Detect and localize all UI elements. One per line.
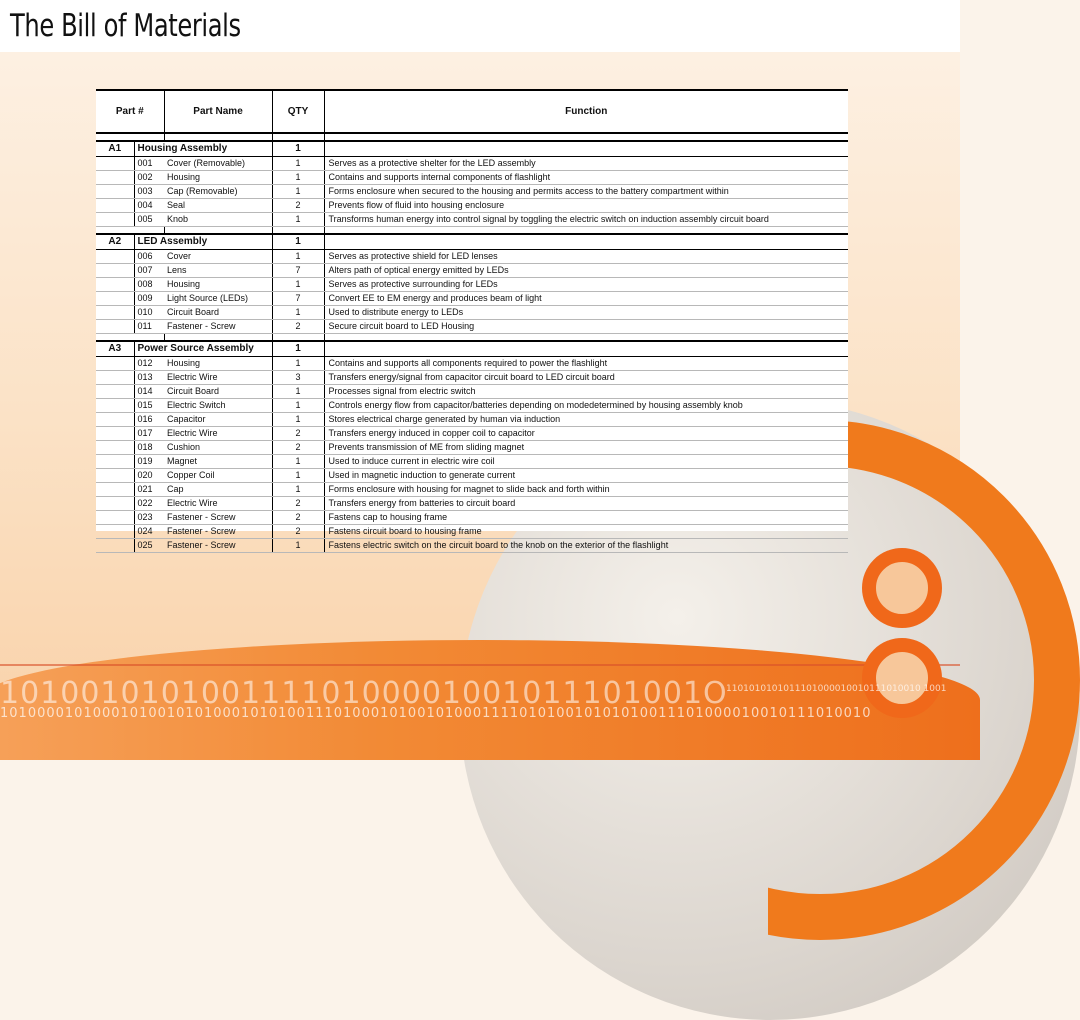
part-qty: 1 (272, 185, 324, 199)
table-row (96, 497, 848, 511)
table-row (96, 511, 848, 525)
part-qty: 2 (272, 511, 324, 525)
indent-cell (96, 213, 134, 227)
part-qty: 1 (272, 539, 324, 553)
assembly-qty: 1 (272, 234, 324, 250)
part-function: Prevents flow of fluid into housing enclosure (324, 199, 848, 213)
part-number: 005 (134, 213, 164, 227)
part-number: 016 (134, 413, 164, 427)
indent-cell (96, 427, 134, 441)
part-qty: 1 (272, 171, 324, 185)
assembly-qty: 1 (272, 141, 324, 157)
indent-cell (96, 413, 134, 427)
assembly-row (96, 341, 848, 357)
indent-cell (96, 385, 134, 399)
spacer-cell (96, 133, 164, 141)
part-qty: 1 (272, 213, 324, 227)
part-number: 004 (134, 199, 164, 213)
assembly-name: LED Assembly (134, 234, 272, 250)
part-number: 008 (134, 278, 164, 292)
part-name: Knob (164, 213, 272, 227)
spacer-row (96, 227, 848, 235)
part-qty: 1 (272, 157, 324, 171)
table-row (96, 413, 848, 427)
part-name: Housing (164, 171, 272, 185)
part-number: 003 (134, 185, 164, 199)
indent-cell (96, 199, 134, 213)
part-qty: 7 (272, 292, 324, 306)
part-name: Cover (164, 250, 272, 264)
part-function: Convert EE to EM energy and produces beam of light (324, 292, 848, 306)
part-number: 002 (134, 171, 164, 185)
part-function: Processes signal from electric switch (324, 385, 848, 399)
part-name: Copper Coil (164, 469, 272, 483)
assembly-id: A3 (96, 341, 134, 357)
indent-cell (96, 292, 134, 306)
indent-cell (96, 399, 134, 413)
part-name: Seal (164, 199, 272, 213)
assembly-row (96, 234, 848, 250)
binary-text-decoration: 10100101010011110100001001011101001O (0, 676, 728, 711)
assembly-qty: 1 (272, 341, 324, 357)
part-name: Electric Switch (164, 399, 272, 413)
part-name: Capacitor (164, 413, 272, 427)
part-qty: 1 (272, 357, 324, 371)
part-function: Transfers energy induced in copper coil to capacitor (324, 427, 848, 441)
part-qty: 1 (272, 483, 324, 497)
assembly-id: A1 (96, 141, 134, 157)
assembly-function (324, 341, 848, 357)
table-row (96, 427, 848, 441)
part-function: Contains and supports internal components of flashlight (324, 171, 848, 185)
assembly-id: A2 (96, 234, 134, 250)
part-number: 021 (134, 483, 164, 497)
part-name: Fastener - Screw (164, 525, 272, 539)
binary-text-decoration: 1101010101011101000010010111010010 1001 (726, 684, 947, 694)
part-number: 019 (134, 455, 164, 469)
part-function: Used in magnetic induction to generate current (324, 469, 848, 483)
wave-line-decoration (0, 664, 960, 666)
part-name: Electric Wire (164, 371, 272, 385)
part-number: 012 (134, 357, 164, 371)
indent-cell (96, 185, 134, 199)
part-function: Transfers energy from batteries to circuit board (324, 497, 848, 511)
indent-cell (96, 320, 134, 334)
table-row (96, 264, 848, 278)
part-qty: 2 (272, 199, 324, 213)
part-function: Secure circuit board to LED Housing (324, 320, 848, 334)
part-name: Electric Wire (164, 427, 272, 441)
part-name: Fastener - Screw (164, 320, 272, 334)
part-qty: 1 (272, 278, 324, 292)
table-row (96, 185, 848, 199)
spacer-cell (272, 334, 324, 342)
indent-cell (96, 171, 134, 185)
indent-cell (96, 539, 134, 553)
part-function: Stores electrical charge generated by human via induction (324, 413, 848, 427)
header-part-number: Part # (96, 90, 164, 133)
table-row (96, 157, 848, 171)
part-number: 011 (134, 320, 164, 334)
table-row (96, 357, 848, 371)
part-number: 006 (134, 250, 164, 264)
part-number: 010 (134, 306, 164, 320)
spacer-cell (164, 133, 272, 141)
part-function: Transforms human energy into control signal by toggling the electric switch on induction assembly circuit board (324, 213, 848, 227)
table-row (96, 306, 848, 320)
table-row (96, 292, 848, 306)
part-function: Controls energy flow from capacitor/batteries depending on modedetermined by housing assembly knob (324, 399, 848, 413)
table-row (96, 385, 848, 399)
part-number: 014 (134, 385, 164, 399)
part-function: Transfers energy/signal from capacitor circuit board to LED circuit board (324, 371, 848, 385)
spacer-cell (272, 227, 324, 235)
spacer-cell (324, 133, 848, 141)
part-qty: 3 (272, 371, 324, 385)
part-function: Fastens circuit board to housing frame (324, 525, 848, 539)
part-qty: 2 (272, 525, 324, 539)
indent-cell (96, 306, 134, 320)
orange-ring-decoration (862, 548, 942, 628)
part-function: Serves as protective surrounding for LEDs (324, 278, 848, 292)
table-row (96, 539, 848, 553)
part-qty: 1 (272, 399, 324, 413)
part-name: Electric Wire (164, 497, 272, 511)
header-function: Function (324, 90, 848, 133)
assembly-function (324, 234, 848, 250)
part-number: 023 (134, 511, 164, 525)
indent-cell (96, 455, 134, 469)
slide-title: The Bill of Materials (10, 8, 241, 44)
part-name: Cap (Removable) (164, 185, 272, 199)
part-name: Housing (164, 278, 272, 292)
part-function: Contains and supports all components required to power the flashlight (324, 357, 848, 371)
part-qty: 1 (272, 455, 324, 469)
spacer-cell (324, 334, 848, 342)
part-number: 001 (134, 157, 164, 171)
part-name: Fastener - Screw (164, 511, 272, 525)
table-row (96, 171, 848, 185)
title-bar (0, 0, 960, 52)
part-name: Housing (164, 357, 272, 371)
part-name: Magnet (164, 455, 272, 469)
indent-cell (96, 497, 134, 511)
table-row (96, 455, 848, 469)
part-function: Serves as a protective shelter for the LED assembly (324, 157, 848, 171)
indent-cell (96, 371, 134, 385)
bom-table-body (96, 133, 848, 553)
part-number: 022 (134, 497, 164, 511)
spacer-cell (272, 133, 324, 141)
part-name: Light Source (LEDs) (164, 292, 272, 306)
table-header-row (96, 90, 848, 133)
spacer-cell (96, 334, 164, 342)
part-qty: 1 (272, 250, 324, 264)
part-function: Fastens electric switch on the circuit board to the knob on the exterior of the flashlight (324, 539, 848, 553)
table-row (96, 371, 848, 385)
table-row (96, 525, 848, 539)
part-qty: 7 (272, 264, 324, 278)
part-qty: 1 (272, 469, 324, 483)
part-qty: 2 (272, 427, 324, 441)
indent-cell (96, 278, 134, 292)
bom-table (96, 89, 848, 553)
part-name: Cover (Removable) (164, 157, 272, 171)
part-name: Cushion (164, 441, 272, 455)
part-number: 007 (134, 264, 164, 278)
part-function: Used to induce current in electric wire coil (324, 455, 848, 469)
spacer-cell (96, 227, 164, 235)
indent-cell (96, 483, 134, 497)
binary-text-decoration: 1010000101000101001010100010101001110100010100101000111101010010101010011101000010010111010010 (0, 706, 872, 721)
part-function: Fastens cap to housing frame (324, 511, 848, 525)
part-number: 009 (134, 292, 164, 306)
indent-cell (96, 157, 134, 171)
part-function: Used to distribute energy to LEDs (324, 306, 848, 320)
part-function: Forms enclosure when secured to the housing and permits access to the battery compartment within (324, 185, 848, 199)
table-row (96, 250, 848, 264)
part-name: Fastener - Screw (164, 539, 272, 553)
orange-ring-decoration (862, 638, 942, 718)
indent-cell (96, 250, 134, 264)
table-row (96, 399, 848, 413)
indent-cell (96, 525, 134, 539)
indent-cell (96, 511, 134, 525)
part-number: 017 (134, 427, 164, 441)
spacer-cell (324, 227, 848, 235)
part-qty: 1 (272, 385, 324, 399)
part-number: 015 (134, 399, 164, 413)
table-row (96, 441, 848, 455)
part-qty: 1 (272, 306, 324, 320)
indent-cell (96, 357, 134, 371)
table-row (96, 199, 848, 213)
header-qty: QTY (272, 90, 324, 133)
spacer-row (96, 334, 848, 342)
part-function: Prevents transmission of ME from sliding magnet (324, 441, 848, 455)
part-qty: 2 (272, 320, 324, 334)
assembly-function (324, 141, 848, 157)
table-row (96, 483, 848, 497)
part-function: Forms enclosure with housing for magnet to slide back and forth within (324, 483, 848, 497)
part-qty: 1 (272, 413, 324, 427)
assembly-name: Power Source Assembly (134, 341, 272, 357)
indent-cell (96, 264, 134, 278)
part-name: Circuit Board (164, 306, 272, 320)
spacer-row (96, 133, 848, 141)
part-qty: 2 (272, 441, 324, 455)
header-part-name: Part Name (164, 90, 272, 133)
part-number: 018 (134, 441, 164, 455)
part-function: Serves as protective shield for LED lenses (324, 250, 848, 264)
indent-cell (96, 441, 134, 455)
indent-cell (96, 469, 134, 483)
part-number: 025 (134, 539, 164, 553)
part-number: 020 (134, 469, 164, 483)
part-name: Lens (164, 264, 272, 278)
part-name: Cap (164, 483, 272, 497)
part-function: Alters path of optical energy emitted by LEDs (324, 264, 848, 278)
part-number: 024 (134, 525, 164, 539)
spacer-cell (164, 227, 272, 235)
part-qty: 2 (272, 497, 324, 511)
table-row (96, 213, 848, 227)
table-row (96, 278, 848, 292)
spacer-cell (164, 334, 272, 342)
assembly-row (96, 141, 848, 157)
assembly-name: Housing Assembly (134, 141, 272, 157)
part-name: Circuit Board (164, 385, 272, 399)
table-row (96, 320, 848, 334)
part-number: 013 (134, 371, 164, 385)
table-row (96, 469, 848, 483)
bill-of-materials (96, 89, 848, 550)
